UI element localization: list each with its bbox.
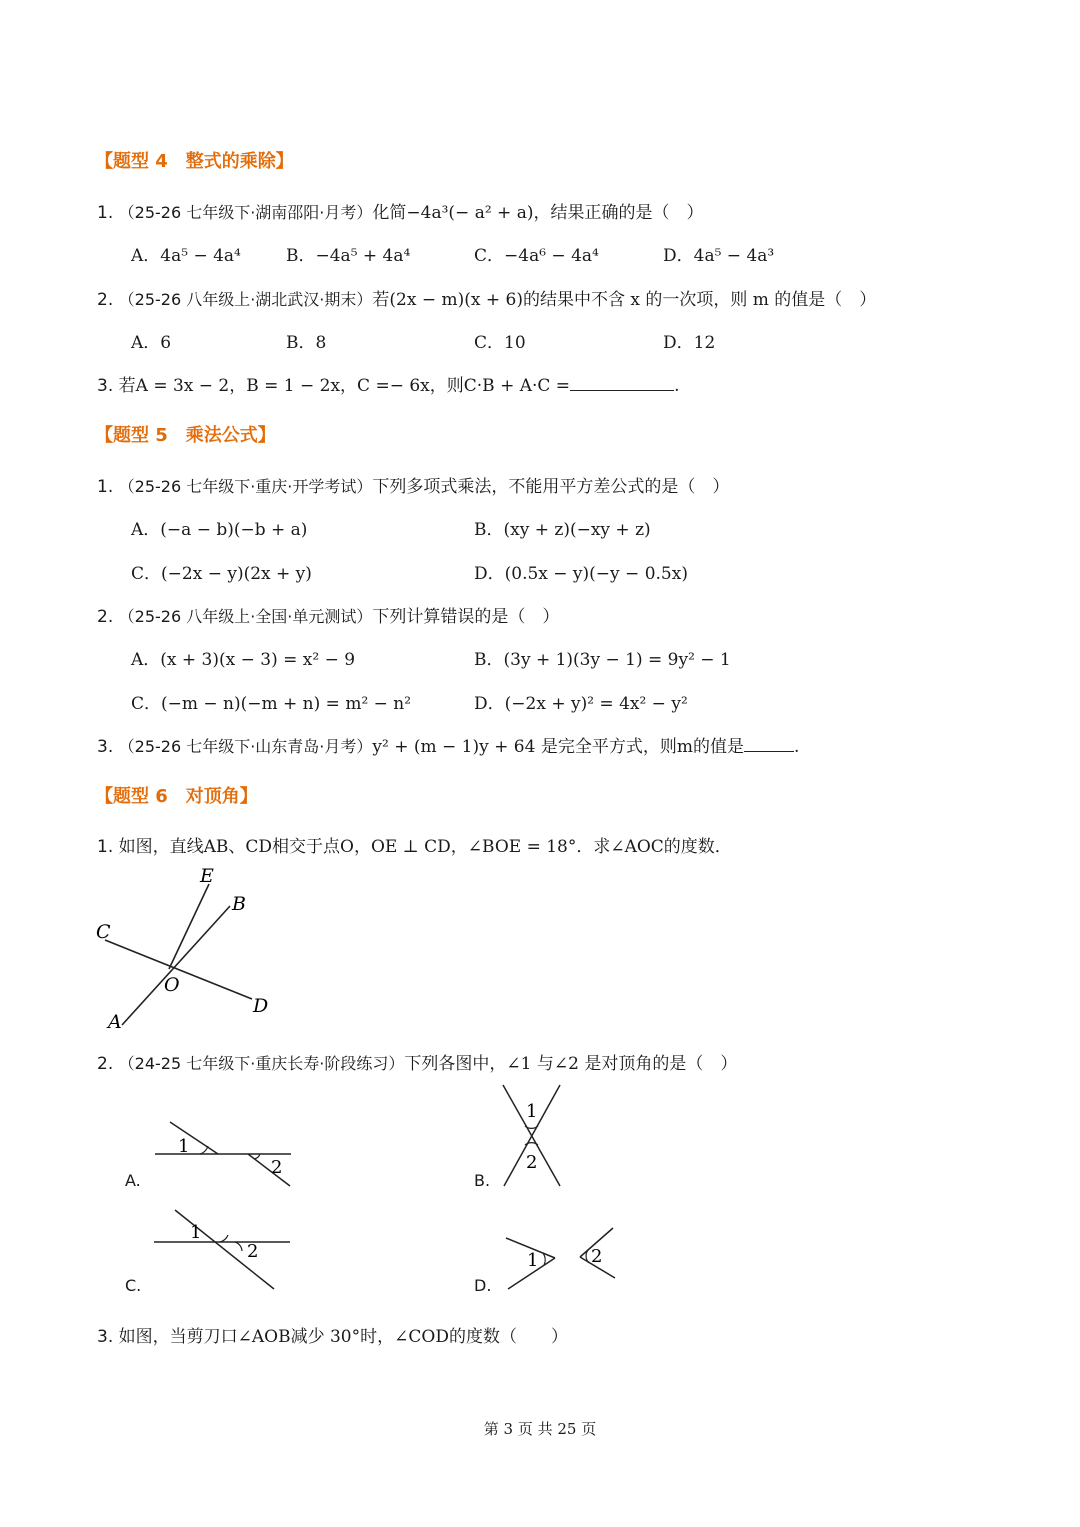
option-b-figure (498, 1082, 568, 1190)
question-text: 下列多项式乘法，不能用平方差公式的是（ ） (372, 477, 730, 497)
question-number: 2. (97, 1054, 114, 1074)
option-d-figure (500, 1222, 625, 1292)
question-source: （25-26 八年级上·湖北武汉·期末） (118, 290, 373, 309)
question-6-1 (97, 832, 732, 857)
answer-blank[interactable] (570, 389, 674, 391)
option-d: D．(−2x + y)² = 4x² − y² (474, 694, 688, 714)
label-b: B (232, 893, 246, 915)
intersecting-lines-figure (90, 860, 290, 1035)
section-title-6: 【题型 6 对顶角】 (95, 786, 258, 807)
angle-1-label: 1 (190, 1222, 202, 1243)
question-tail: . (674, 376, 680, 396)
question-4-3 (97, 371, 679, 396)
page-footer: 第 3 页 共 25 页 (483, 1420, 597, 1438)
angle-2-label: 2 (247, 1241, 259, 1262)
option-b-label: B. (474, 1171, 491, 1190)
option-c: C．(−m − n)(−m + n) = m² − n² (131, 694, 412, 714)
section-title-4: 【题型 4 整式的乘除】 (95, 151, 294, 172)
angle-1-label: 1 (526, 1101, 538, 1122)
option-a: A．(x + 3)(x − 3) = x² − 9 (131, 650, 356, 670)
question-number: 1. (97, 477, 114, 497)
angle-2-label: 2 (271, 1157, 283, 1178)
question-4-2 (97, 285, 876, 310)
option-a: A．(−a − b)(−b + a) (131, 520, 308, 540)
question-text: y² + (m − 1)y + 64 是完全平方式，则m的值是 (372, 737, 744, 757)
option-a: A．4a⁵ − 4a⁴ (131, 246, 241, 266)
question-text: 下列计算错误的是（ ） (372, 607, 560, 627)
angle-1-label: 1 (178, 1136, 190, 1157)
question-6-2 (97, 1049, 737, 1074)
question-text: 如图，当剪刀口∠AOB减少 30°时，∠COD的度数（ ） (118, 1327, 568, 1347)
label-d: D (253, 995, 269, 1017)
question-5-3 (97, 732, 799, 757)
option-b: B．(3y + 1)(3y − 1) = 9y² − 1 (474, 650, 731, 670)
question-6-3 (97, 1322, 568, 1347)
question-text: 如图，直线AB、CD相交于点O，OE ⊥ CD，∠BOE = 18°．求∠AOC的度数． (118, 837, 732, 857)
question-5-2 (97, 602, 559, 627)
option-c: C．10 (474, 333, 526, 353)
label-a: A (108, 1011, 122, 1033)
question-number: 3. (97, 1327, 114, 1347)
question-source: （25-26 七年级下·湖南邵阳·月考） (118, 203, 373, 222)
option-b: B．−4a⁵ + 4a⁴ (286, 246, 411, 266)
answer-blank[interactable] (744, 750, 794, 752)
option-b: B．(xy + z)(−xy + z) (474, 520, 651, 540)
option-d-label: D. (474, 1276, 492, 1295)
question-source: （25-26 八年级上·全国·单元测试） (118, 607, 373, 626)
option-c: C．(−2x − y)(2x + y) (131, 564, 312, 584)
question-number: 3. (97, 737, 114, 757)
question-text: 下列各图中，∠1 与∠2 是对顶角的是（ ） (404, 1054, 738, 1074)
section-title-5: 【题型 5 乘法公式】 (95, 425, 276, 446)
question-number: 3. (97, 376, 114, 396)
question-number: 1. (97, 203, 114, 223)
question-4-1 (97, 198, 703, 223)
label-o: O (164, 974, 180, 996)
option-a: A．6 (131, 333, 172, 353)
option-a-figure (150, 1118, 300, 1193)
option-d: D．4a⁵ − 4a³ (663, 246, 775, 266)
question-number: 2. (97, 607, 114, 627)
question-source: （25-26 七年级下·山东青岛·月考） (118, 737, 373, 756)
option-c-figure (150, 1205, 300, 1295)
question-source: （25-26 七年级下·重庆·开学考试） (118, 477, 373, 496)
question-text: 若(2x − m)(x + 6)的结果中不含 x 的一次项，则 m 的值是（ ） (372, 290, 877, 310)
question-text: 化简−4a³(− a² + a)，结果正确的是（ ） (372, 203, 704, 223)
label-e: E (200, 865, 214, 887)
question-tail: . (793, 737, 800, 757)
label-c: C (96, 921, 111, 943)
option-a-label: A. (125, 1171, 141, 1190)
option-d: D．(0.5x − y)(−y − 0.5x) (474, 564, 688, 584)
ray-oe (169, 884, 209, 969)
option-b: B．8 (286, 333, 327, 353)
option-c: C．−4a⁶ − 4a⁴ (474, 246, 599, 266)
angle-1-label: 1 (527, 1250, 539, 1271)
angle-2-label: 2 (526, 1152, 538, 1173)
question-5-1 (97, 472, 729, 497)
option-c-label: C. (125, 1276, 142, 1295)
line-ab (122, 906, 230, 1025)
angle-2-label: 2 (591, 1246, 603, 1267)
question-number: 2. (97, 290, 114, 310)
option-d: D．12 (663, 333, 716, 353)
question-source: （24-25 七年级下·重庆长寿·阶段练习） (118, 1054, 405, 1073)
question-text: 若A = 3x − 2，B = 1 − 2x，C =− 6x，则C·B + A·C = (118, 376, 571, 396)
question-number: 1. (97, 837, 114, 857)
